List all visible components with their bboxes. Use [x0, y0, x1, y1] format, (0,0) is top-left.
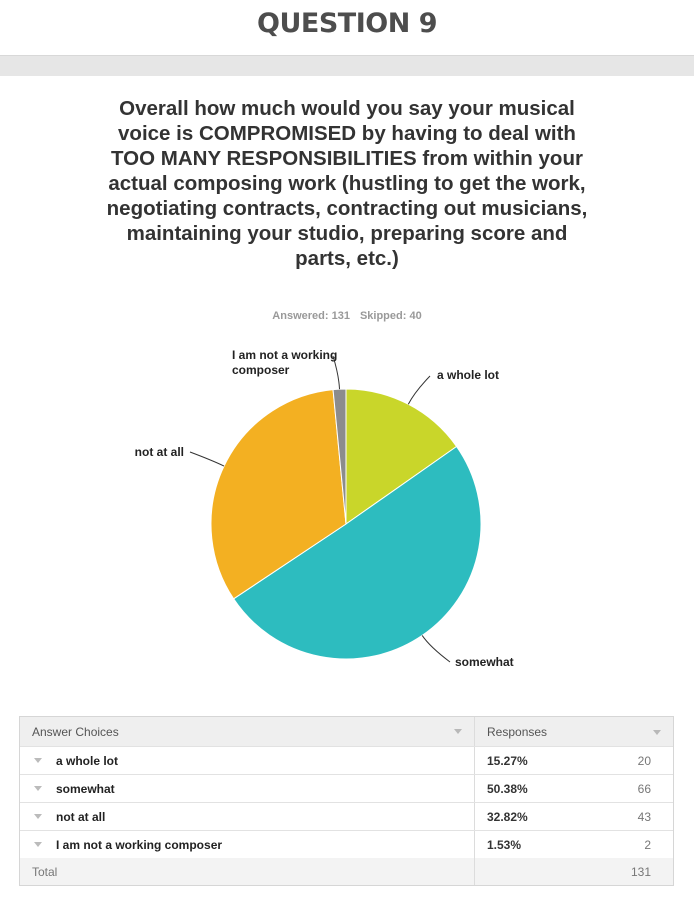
header-responses: Responses: [487, 724, 548, 739]
slice-label: not at all: [134, 445, 184, 459]
total-count: 131: [630, 864, 651, 879]
response-percent: 15.27%: [487, 753, 528, 768]
table-row: [20, 747, 673, 775]
response-count: 2: [644, 837, 651, 852]
response-count: 66: [637, 781, 651, 796]
expand-caret-icon[interactable]: [34, 842, 42, 847]
answer-choice: somewhat: [56, 781, 115, 796]
expand-caret-icon[interactable]: [34, 814, 42, 819]
expand-caret-icon[interactable]: [34, 758, 42, 763]
expand-caret-icon[interactable]: [34, 786, 42, 791]
skipped-count: Skipped: 40: [359, 310, 422, 322]
answer-choice: not at all: [56, 809, 106, 824]
question-heading: QUESTION 9: [257, 8, 437, 39]
slice-label: I am not a working composer: [232, 348, 338, 377]
total-label: Total: [20, 858, 475, 885]
slice-label: somewhat: [455, 655, 514, 669]
leader-line: [190, 452, 224, 466]
response-percent: 50.38%: [487, 781, 528, 796]
responses-table: [19, 716, 674, 886]
sort-caret-icon[interactable]: [454, 729, 462, 734]
table-row: [20, 775, 673, 803]
table-total-row: [20, 858, 673, 885]
table-header: [20, 717, 673, 747]
leader-line: [408, 376, 430, 404]
response-percent: 1.53%: [487, 837, 522, 852]
table-row: [20, 831, 673, 858]
response-count: 43: [637, 809, 651, 824]
answer-choice: I am not a working composer: [56, 837, 223, 852]
response-percent: 32.82%: [487, 809, 528, 824]
slice-label: a whole lot: [437, 368, 500, 382]
answered-count: Answered: 131: [272, 310, 350, 322]
sort-caret-icon[interactable]: [653, 730, 661, 735]
question-title: Overall how much would you say your musical voice is COMPROMISED by having to deal with TOO MANY RESPONSIBILITIES from within your actual composing work (hustling to get the work, negotiating contracts, contracting out musicians, maintaining your studio, preparing score and parts, etc.): [106, 97, 588, 270]
header-answer-choices: Answer Choices: [32, 724, 119, 739]
table-row: [20, 803, 673, 831]
answer-choice: a whole lot: [56, 753, 119, 768]
response-count: 20: [637, 753, 651, 768]
leader-line: [422, 635, 450, 662]
